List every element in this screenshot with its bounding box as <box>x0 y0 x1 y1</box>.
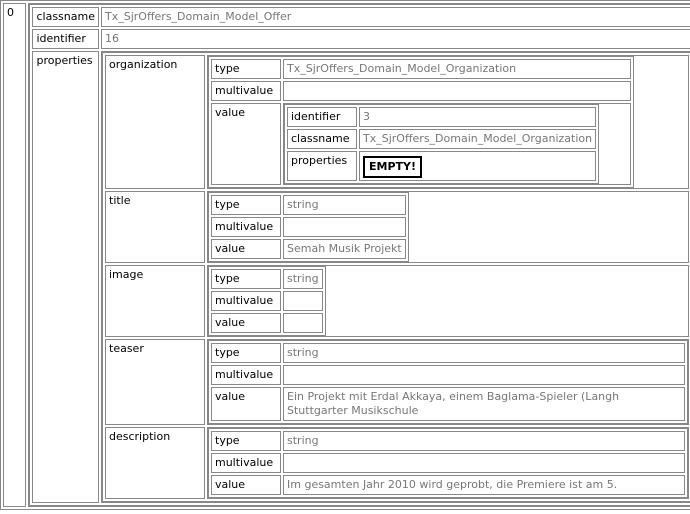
property-detail-organization <box>207 55 689 189</box>
properties-table <box>102 52 690 502</box>
image-type-label: type <box>211 269 281 289</box>
image-type-value: string <box>283 269 323 289</box>
teaser-detail-table <box>208 340 688 424</box>
title-type-value: string <box>283 195 406 215</box>
image-multivalue-label: multivalue <box>211 291 281 311</box>
identifier-value: 16 <box>101 29 690 49</box>
title-multivalue-label: multivalue <box>211 217 281 237</box>
teaser-value-label: value <box>211 387 281 421</box>
property-row-description <box>105 427 689 499</box>
organization-detail-table <box>208 56 634 188</box>
description-detail-table <box>208 428 688 498</box>
org-properties-label: properties <box>287 151 357 181</box>
image-multivalue-value <box>283 291 323 311</box>
teaser-type-value: string <box>283 343 685 363</box>
teaser-multivalue-label: multivalue <box>211 365 281 385</box>
classname-label: classname <box>32 7 99 27</box>
property-detail-teaser <box>207 339 689 425</box>
properties-label: properties <box>32 51 99 503</box>
organization-multivalue-value <box>283 81 631 101</box>
teaser-value-line2: Stuttgarter Musikschule <box>287 404 419 417</box>
property-name-organization: organization <box>105 55 205 189</box>
image-detail-table <box>208 266 326 336</box>
description-value <box>283 475 685 495</box>
organization-type-value: Tx_SjrOffers_Domain_Model_Organization <box>283 59 631 79</box>
org-identifier-value: 3 <box>359 107 596 127</box>
property-detail-title <box>207 191 689 263</box>
teaser-value <box>283 387 685 421</box>
organization-value-cell <box>283 103 631 185</box>
property-name-image: image <box>105 265 205 337</box>
teaser-value-line1: Ein Projekt mit Erdal Akkaya, einem Baglama-Spieler (Langh <box>287 390 620 403</box>
property-row-title <box>105 191 689 263</box>
object-cell <box>28 3 690 507</box>
properties-cell <box>101 51 690 503</box>
title-detail-table <box>208 192 409 262</box>
property-row-organization <box>105 55 689 189</box>
image-value-label: value <box>211 313 281 333</box>
description-multivalue-value <box>283 453 685 473</box>
organization-object-table <box>284 104 599 184</box>
property-name-teaser: teaser <box>105 339 205 425</box>
org-identifier-label: identifier <box>287 107 357 127</box>
property-name-title: title <box>105 191 205 263</box>
property-row-teaser <box>105 339 689 425</box>
property-name-description: description <box>105 427 205 499</box>
object-index: 0 <box>3 3 26 507</box>
description-multivalue-label: multivalue <box>211 453 281 473</box>
organization-multivalue-label: multivalue <box>211 81 281 101</box>
object-table <box>29 4 690 506</box>
title-value: Semah Musik Projekt <box>283 239 406 259</box>
organization-value-label: value <box>211 103 281 185</box>
property-detail-image <box>207 265 689 337</box>
identifier-label: identifier <box>32 29 99 49</box>
org-classname-label: classname <box>287 129 357 149</box>
property-detail-description <box>207 427 689 499</box>
teaser-type-label: type <box>211 343 281 363</box>
description-type-label: type <box>211 431 281 451</box>
classname-value: Tx_SjrOffers_Domain_Model_Offer <box>101 7 690 27</box>
description-value-line1: Im gesamten Jahr 2010 wird geprobt, die Premiere ist am 5. <box>287 478 618 491</box>
image-value <box>283 313 323 333</box>
description-value-label: value <box>211 475 281 495</box>
property-row-image <box>105 265 689 337</box>
title-type-label: type <box>211 195 281 215</box>
org-classname-value: Tx_SjrOffers_Domain_Model_Organization <box>359 129 596 149</box>
teaser-multivalue-value <box>283 365 685 385</box>
title-value-label: value <box>211 239 281 259</box>
organization-type-label: type <box>211 59 281 79</box>
empty-badge: EMPTY! <box>363 156 422 178</box>
description-type-value: string <box>283 431 685 451</box>
title-multivalue-value <box>283 217 406 237</box>
org-properties-cell <box>359 151 596 181</box>
